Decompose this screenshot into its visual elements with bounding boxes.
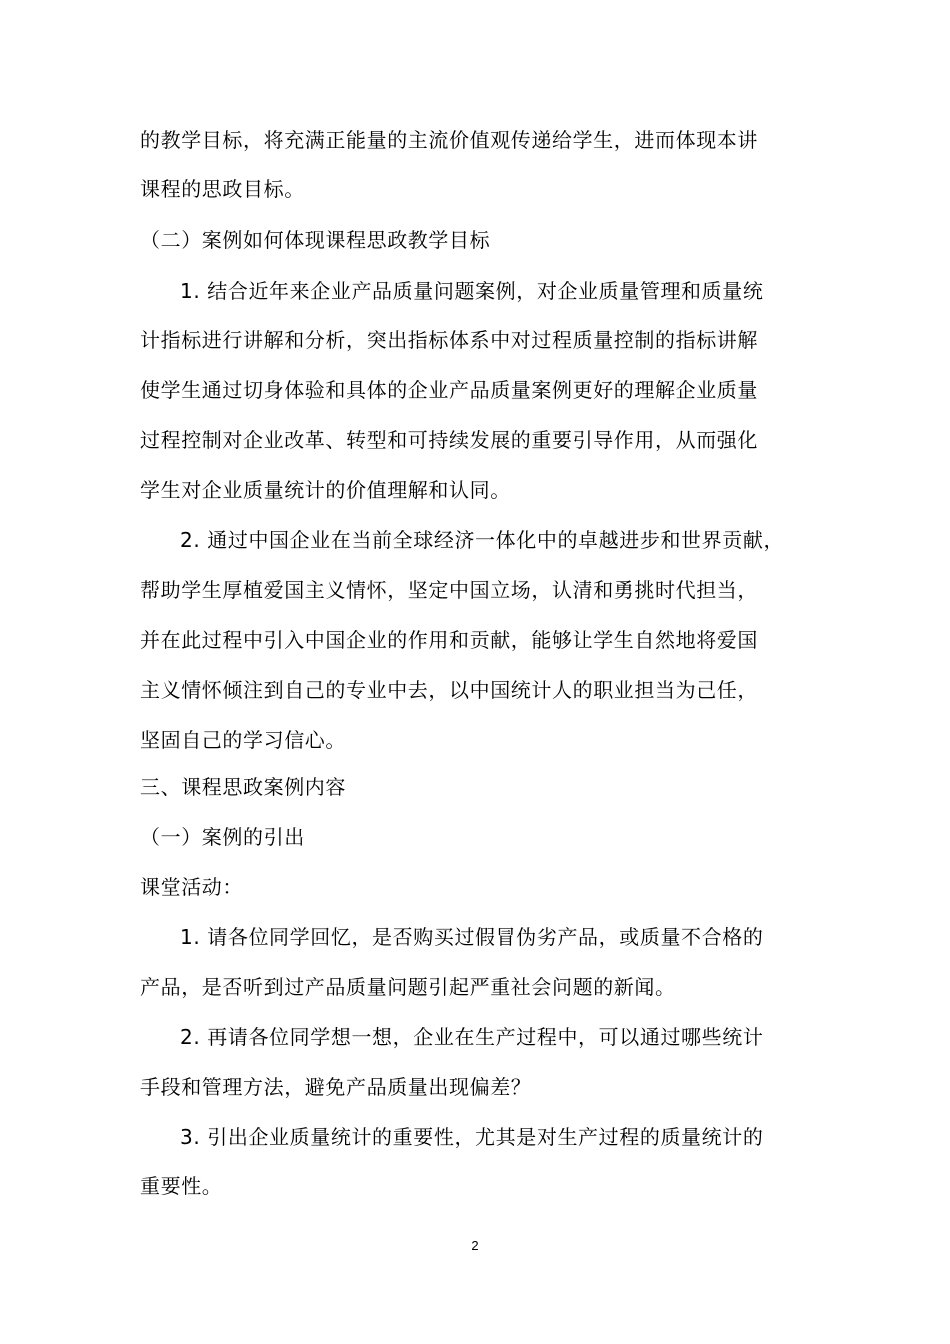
list-item-start: 2. 再请各位同学想一想，企业在生产过程中，可以通过哪些统计 [180, 1025, 764, 1049]
text-line: 课程的思政目标。 [140, 177, 305, 201]
text-line: 的教学目标，将充满正能量的主流价值观传递给学生，进而体现本讲 [140, 128, 758, 152]
list-item-start: 2. 通过中国企业在当前全球经济一体化中的卓越进步和世界贡献， [180, 528, 785, 552]
section-heading: 三、课程思政案例内容 [140, 775, 346, 799]
text-line: 学生对企业质量统计的价值理解和认同。 [140, 478, 511, 502]
section-heading: （二）案例如何体现课程思政教学目标 [140, 228, 491, 252]
text-line: 主义情怀倾注到自己的专业中去，以中国统计人的职业担当为己任， [140, 678, 758, 702]
text-line: 过程控制对企业改革、转型和可持续发展的重要引导作用，从而强化 [140, 428, 758, 452]
text-line: 产品，是否听到过产品质量问题引起严重社会问题的新闻。 [140, 975, 676, 999]
text-line: 重要性。 [140, 1174, 223, 1198]
text-line: 课堂活动： [140, 875, 243, 899]
list-item-start: 1. 请各位同学回忆，是否购买过假冒伪劣产品，或质量不合格的 [180, 925, 764, 949]
text-line: 并在此过程中引入中国企业的作用和贡献，能够让学生自然地将爱国 [140, 628, 758, 652]
section-heading: （一）案例的引出 [140, 825, 305, 849]
text-line: 计指标进行讲解和分析，突出指标体系中对过程质量控制的指标讲解 [140, 328, 758, 352]
page-number: 2 [471, 1238, 479, 1253]
text-line: 使学生通过切身体验和具体的企业产品质量案例更好的理解企业质量 [140, 378, 758, 402]
text-line: 帮助学生厚植爱国主义情怀，坚定中国立场，认清和勇挑时代担当， [140, 578, 758, 602]
list-item-start: 3. 引出企业质量统计的重要性，尤其是对生产过程的质量统计的 [180, 1125, 764, 1149]
text-line: 手段和管理方法，避免产品质量出现偏差？ [140, 1075, 532, 1099]
text-line: 坚固自己的学习信心。 [140, 728, 346, 752]
list-item-start: 1. 结合近年来企业产品质量问题案例，对企业质量管理和质量统 [180, 279, 764, 303]
